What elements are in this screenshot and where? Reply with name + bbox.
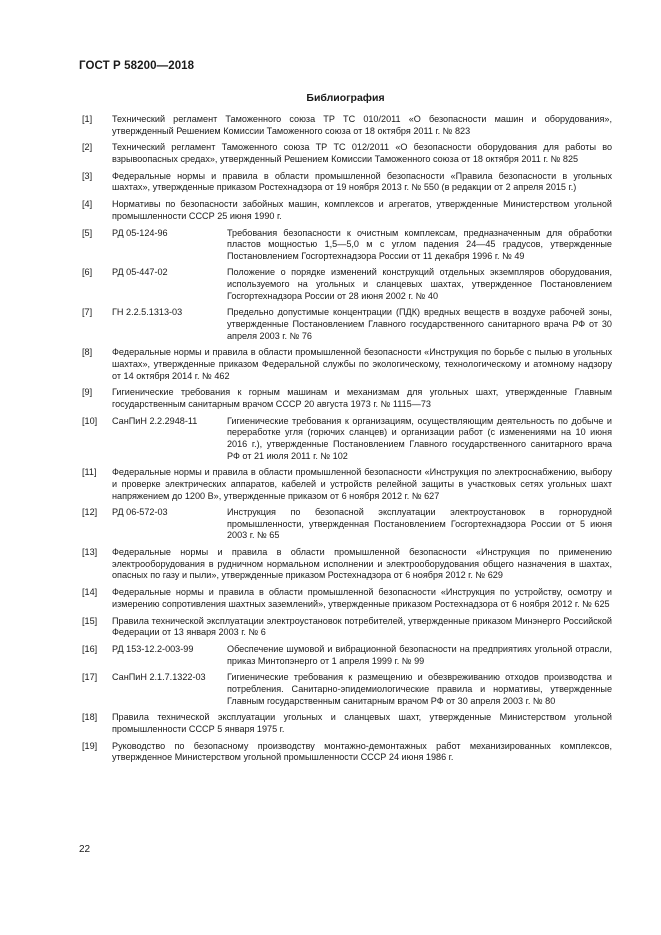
reference-item — [82, 114, 612, 137]
document-header: ГОСТ Р 58200—2018 — [79, 60, 195, 72]
reference-code: РД 06-572-03 — [112, 507, 168, 518]
reference-text: Гигиенические требования к размещению и обезвреживанию отходов производства и потребления. Санитарно-эпидемиологические правила и нормативы, утвержденные Главным государственным санитарным врачом РФ от 30 апреля 2003 г. № 80 — [227, 672, 612, 706]
reference-text: Правила технической эксплуатации электроустановок потребителей, утвержденные приказом Минэнерго Российской Федерации от 13 января 2003 г. № 6 — [112, 615, 612, 638]
reference-text: Инструкция по безопасной эксплуатации электроустановок в горнорудной промышленности, утвержденная Постановлением Госгортехнадзора России от 5 июня 2003 г. № 65 — [227, 507, 612, 541]
reference-code: ГН 2.2.5.1313-03 — [112, 307, 183, 318]
reference-item — [82, 587, 612, 610]
reference-item — [82, 347, 612, 382]
reference-number: [9] — [82, 387, 93, 398]
reference-code: РД 05-447-02 — [112, 267, 168, 278]
reference-item — [82, 387, 612, 410]
reference-number: [11] — [82, 467, 97, 478]
bibliography-title-text: Библиография — [306, 92, 385, 104]
reference-item — [82, 507, 612, 542]
reference-item — [82, 644, 612, 667]
reference-list — [82, 114, 612, 769]
reference-item — [82, 672, 612, 707]
reference-text: Федеральные нормы и правила в области промышленной безопасности «Инструкция по применению электрооборудования в рудничном нормальном исполнении и электрооборудования общего назначения в шахтах, опасных по газу и пыли», утвержденные приказом Ростехнадзора от 6 ноября 2012 г. № 629 — [112, 547, 612, 581]
reference-number: [4] — [82, 199, 93, 210]
reference-number: [3] — [82, 170, 93, 181]
reference-code: РД 05-124-96 — [112, 227, 168, 238]
reference-number: [5] — [82, 227, 93, 238]
reference-code: СанПиН 2.1.7.1322-03 — [112, 672, 206, 683]
reference-text: Федеральные нормы и правила в области промышленной безопасности «Правила безопасности в угольных шахтах», утвержденные приказом Ростехнадзора от 19 ноября 2013 г. № 550 (в редакции от 2 апреля 2015 г.) — [112, 170, 612, 193]
bibliography-title — [0, 92, 661, 104]
reference-number: [15] — [82, 615, 98, 626]
reference-number: [14] — [82, 587, 98, 598]
reference-number: [8] — [82, 347, 93, 358]
reference-item — [82, 547, 612, 582]
reference-number: [1] — [82, 114, 93, 124]
reference-item — [82, 416, 612, 462]
reference-text: Обеспечение шумовой и вибрационной безопасности на предприятиях угольной отрасли, приказ Минтопэнерго от 1 апреля 1999 г. № 99 — [227, 643, 612, 666]
reference-text: Правила технической эксплуатации угольных и сланцевых шахт, утвержденные Министерством угольной промышленности СССР 5 января 1975 г. — [112, 712, 612, 734]
reference-text: Гигиенические требования к горным машинам и механизмам для угольных шахт, утвержденные Главным государственным санитарным врачом СССР 20 августа 1973 г. № 1115—73 — [112, 387, 612, 409]
reference-text: Руководство по безопасному производству монтажно-демонтажных работ механизированных комплексов, утвержденное Министерством угольной промышленности СССР 24 июня 1986 г. — [112, 740, 612, 763]
reference-code: СанПиН 2.2.2948-11 — [112, 415, 198, 426]
reference-item — [82, 142, 612, 165]
reference-number: [19] — [82, 740, 98, 751]
reference-text: Нормативы по безопасности забойных машин, комплексов и агрегатов, утвержденные Министерством угольной промышленности СССР 25 июня 1990 г. — [112, 199, 612, 221]
reference-text: Положение о порядке изменений конструкций отдельных экземпляров оборудования, используемого на угольных и сланцевых шахтах, утвержденное Постановлением Госгортехнадзора России от 28 июня 2002 г. № 40 — [227, 267, 612, 301]
reference-item — [82, 467, 612, 502]
reference-code: РД 153-12.2-003-99 — [112, 643, 194, 654]
reference-text: Требования безопасности к очистным комплексам, предназначенным для обработки пластов мощностью 1,5—5,0 м с углом падения 24—45 градусов, утвержденные Постановлением Госгортехнадзора России от 11 декабря 1996 г. № 49 — [227, 227, 612, 261]
reference-item — [82, 712, 612, 735]
reference-number: [18] — [82, 712, 98, 723]
reference-number: [16] — [82, 643, 98, 654]
reference-number: [13] — [82, 547, 98, 558]
reference-item — [82, 199, 612, 222]
reference-text: Технический регламент Таможенного союза ТР ТС 010/2011 «О безопасности машин и оборудования», утвержденный Решением Комиссии Таможенного союза от 18 октября 2011 г. № 823 — [112, 114, 612, 136]
reference-number: [7] — [82, 307, 93, 318]
reference-item — [82, 171, 612, 194]
reference-item — [82, 616, 612, 639]
reference-text: Федеральные нормы и правила в области промышленной безопасности «Инструкция по электроснабжению, выбору и проверке электрических аппаратов, кабелей и устройств релейной защиты в участковых сетях угольных шахт напряжением до 1200 В», утвержденные приказом от 6 ноября 2012 г. № 627 — [112, 467, 612, 501]
reference-text: Гигиенические требования к организациям, осуществляющим деятельность по добыче и переработке угля (горючих сланцев) и организации работ (с изменениями на 10 июня 2016 г.), утвержденные Постановлением Главного государственного санитарного врача РФ от 21 июля 2011 г. № 102 — [227, 415, 612, 461]
reference-number: [10] — [82, 415, 98, 426]
reference-item — [82, 267, 612, 302]
reference-number: [2] — [82, 142, 93, 153]
reference-text: Предельно допустимые концентрации (ПДК) вредных веществ в воздухе рабочей зоны, утвержденные Постановлением Главного государственного санитарного врача РФ от 30 апреля 2003 г. № 76 — [227, 307, 612, 341]
reference-item — [82, 228, 612, 263]
reference-number: [17] — [82, 672, 98, 683]
reference-number: [12] — [82, 507, 98, 518]
reference-item — [82, 307, 612, 342]
page-number: 22 — [79, 844, 91, 855]
reference-text: Технический регламент Таможенного союза ТР ТС 012/2011 «О безопасности оборудования для работы во взрывоопасных средах», утвержденный Решением Комиссии Таможенного союза от 18 октября 2011 г. № 825 — [112, 142, 612, 164]
reference-text: Федеральные нормы и правила в области промышленной безопасности «Инструкция по устройству, осмотру и измерению сопротивления шахтных заземлений», утвержденные приказом Ростехнадзора от 6 ноября 2012 г. № 625 — [112, 587, 612, 609]
reference-item — [82, 741, 612, 764]
reference-text: Федеральные нормы и правила в области промышленной безопасности «Инструкция по борьбе с пылью в угольных шахтах», утвержденные приказом Федеральной службы по экологическому, технологическому и атомному надзору от 14 октября 2014 г. № 462 — [112, 347, 612, 381]
reference-number: [6] — [82, 267, 93, 278]
